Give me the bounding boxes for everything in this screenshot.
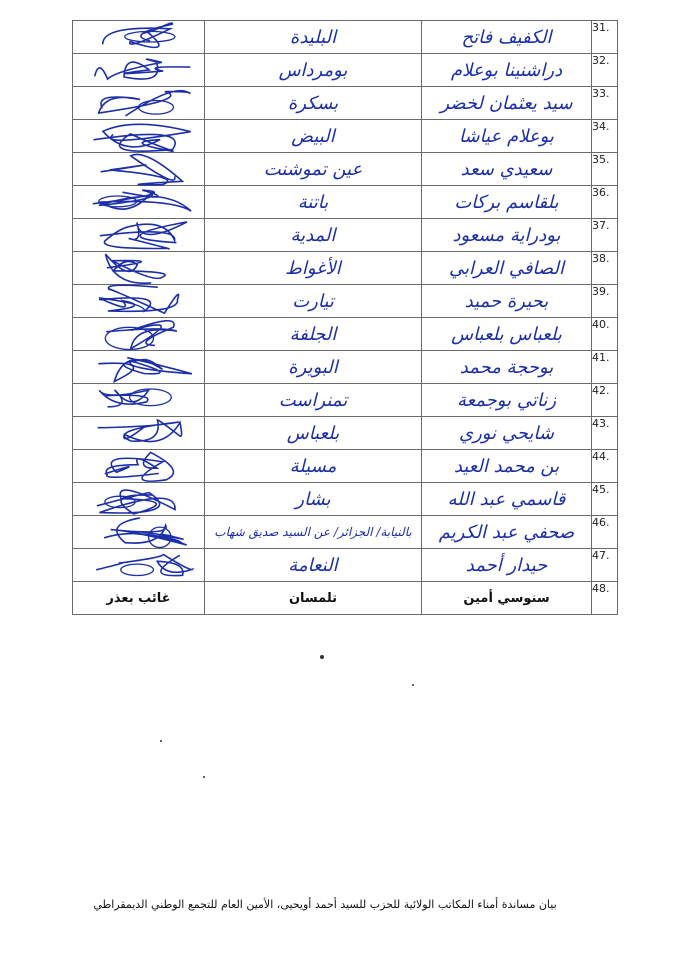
city-cell: بومرداس	[205, 54, 422, 87]
handwritten-signature	[73, 384, 205, 417]
signature-stroke	[107, 321, 177, 349]
row-number: 41.	[592, 351, 618, 384]
city-cell: بلعباس	[205, 417, 422, 450]
table-row	[73, 582, 618, 615]
handwritten-signature	[73, 87, 205, 120]
table-row	[73, 318, 618, 351]
city-cell: تمنراست	[205, 384, 422, 417]
city-cell: المدية	[205, 219, 422, 252]
name-cell: الصافي العرابي	[422, 252, 592, 285]
table-row	[73, 351, 618, 384]
document-footer: بيان مساندة أمناء المكاتب الولائية للحزب للسيد أحمد أويحيى، الأمين العام للتجمع الوطني الديمقراطي	[93, 898, 557, 911]
name-cell: زناتي بوجمعة	[422, 384, 592, 417]
name-cell: حيدار أحمد	[422, 549, 592, 582]
city-cell: عين تموشنت	[205, 153, 422, 186]
row-number: 38.	[592, 252, 618, 285]
table-row	[73, 450, 618, 483]
signature-table	[72, 20, 618, 615]
handwritten-signature	[73, 318, 205, 351]
table-row	[73, 54, 618, 87]
city-cell: مسيلة	[205, 450, 422, 483]
scan-speck	[203, 776, 205, 778]
signature-cell	[73, 318, 205, 351]
city-cell: النعامة	[205, 549, 422, 582]
city-cell: بشار	[205, 483, 422, 516]
row-number: 40.	[592, 318, 618, 351]
signature-cell	[73, 186, 205, 219]
table-row	[73, 219, 618, 252]
table-row	[73, 483, 618, 516]
table-row	[73, 384, 618, 417]
handwritten-signature	[73, 21, 205, 54]
scan-speck	[320, 655, 324, 659]
signature-stroke	[95, 59, 190, 79]
signature-stroke	[103, 23, 173, 47]
row-number: 37.	[592, 219, 618, 252]
handwritten-signature	[73, 153, 205, 186]
city-cell: البليدة	[205, 21, 422, 54]
city-cell: باتنة	[205, 186, 422, 219]
signature-stroke	[98, 490, 176, 514]
signature-stroke	[106, 254, 166, 283]
city-cell: البيض	[205, 120, 422, 153]
signature-stroke	[105, 452, 173, 481]
row-number: 44.	[592, 450, 618, 483]
signature-cell	[73, 120, 205, 153]
handwritten-signature	[73, 219, 205, 252]
name-cell: سعيدي سعد	[422, 153, 592, 186]
signature-loop	[121, 564, 154, 575]
handwritten-signature	[73, 351, 205, 384]
handwritten-signature	[73, 54, 205, 87]
signature-stroke	[98, 420, 181, 442]
name-cell: قاسمي عبد الله	[422, 483, 592, 516]
handwritten-signature	[73, 483, 205, 516]
name-cell: بوعلام عياشا	[422, 120, 592, 153]
signature-cell	[73, 549, 205, 582]
handwritten-signature	[73, 186, 205, 219]
signature-cell	[73, 450, 205, 483]
table-row	[73, 285, 618, 318]
signature-stroke	[101, 154, 182, 184]
name-cell: بحيرة حميد	[422, 285, 592, 318]
handwritten-signature	[73, 450, 205, 483]
table-row	[73, 120, 618, 153]
signature-cell	[73, 153, 205, 186]
signature-cell	[73, 54, 205, 87]
handwritten-signature	[73, 252, 205, 285]
row-number: 35.	[592, 153, 618, 186]
name-cell: دراشنينا بوعلام	[422, 54, 592, 87]
table-row	[73, 21, 618, 54]
name-cell: سنوسي أمين	[422, 582, 592, 615]
signature-loop	[130, 389, 172, 406]
city-cell: بالنيابة/ الجزائر/ عن السيد صديق شهاب	[205, 516, 422, 549]
handwritten-signature	[73, 516, 205, 549]
scan-speck	[412, 684, 414, 686]
city-cell: تيارت	[205, 285, 422, 318]
signature-stroke	[93, 190, 191, 211]
signature-cell	[73, 252, 205, 285]
row-number: 34.	[592, 120, 618, 153]
signature-stroke	[101, 222, 188, 249]
city-cell: تلمسان	[205, 582, 422, 615]
table-row	[73, 252, 618, 285]
name-cell: سيد يعثمان لخضر	[422, 87, 592, 120]
city-cell: الجلفة	[205, 318, 422, 351]
signature-cell	[73, 285, 205, 318]
table-row	[73, 549, 618, 582]
handwritten-signature	[73, 549, 205, 582]
name-cell: بودراية مسعود	[422, 219, 592, 252]
handwritten-signature	[73, 285, 205, 318]
name-cell: شايحي نوري	[422, 417, 592, 450]
handwritten-signature	[73, 417, 205, 450]
signature-cell	[73, 87, 205, 120]
table-row	[73, 516, 618, 549]
row-number: 42.	[592, 384, 618, 417]
table-row	[73, 87, 618, 120]
signature-stroke	[105, 518, 187, 545]
name-cell: صحفي عبد الكريم	[422, 516, 592, 549]
city-cell: الأغواط	[205, 252, 422, 285]
table-row	[73, 186, 618, 219]
row-number: 39.	[592, 285, 618, 318]
signature-stroke	[99, 358, 192, 382]
absence-note: غائب بعذر	[73, 582, 205, 615]
signature-cell	[73, 516, 205, 549]
city-cell: بسكرة	[205, 87, 422, 120]
signature-cell	[73, 417, 205, 450]
row-number: 33.	[592, 87, 618, 120]
signature-cell	[73, 351, 205, 384]
row-number: 45.	[592, 483, 618, 516]
signature-stroke	[99, 285, 179, 313]
row-number: 32.	[592, 54, 618, 87]
row-number: 46.	[592, 516, 618, 549]
row-number: 48.	[592, 582, 618, 615]
signature-cell	[73, 483, 205, 516]
name-cell: بن محمد العيد	[422, 450, 592, 483]
table-row	[73, 417, 618, 450]
signature-cell	[73, 21, 205, 54]
signature-stroke	[94, 124, 191, 151]
row-number: 47.	[592, 549, 618, 582]
scan-speck	[160, 740, 162, 742]
row-number: 36.	[592, 186, 618, 219]
signature-cell	[73, 384, 205, 417]
handwritten-signature	[73, 120, 205, 153]
name-cell: بلعباس بلعباس	[422, 318, 592, 351]
city-cell: البويرة	[205, 351, 422, 384]
row-number: 31.	[592, 21, 618, 54]
signature-table-body	[73, 21, 618, 615]
name-cell: الكفيف فاتح	[422, 21, 592, 54]
signature-cell	[73, 219, 205, 252]
name-cell: بوحجة محمد	[422, 351, 592, 384]
row-number: 43.	[592, 417, 618, 450]
table-row	[73, 153, 618, 186]
name-cell: بلقاسم بركات	[422, 186, 592, 219]
